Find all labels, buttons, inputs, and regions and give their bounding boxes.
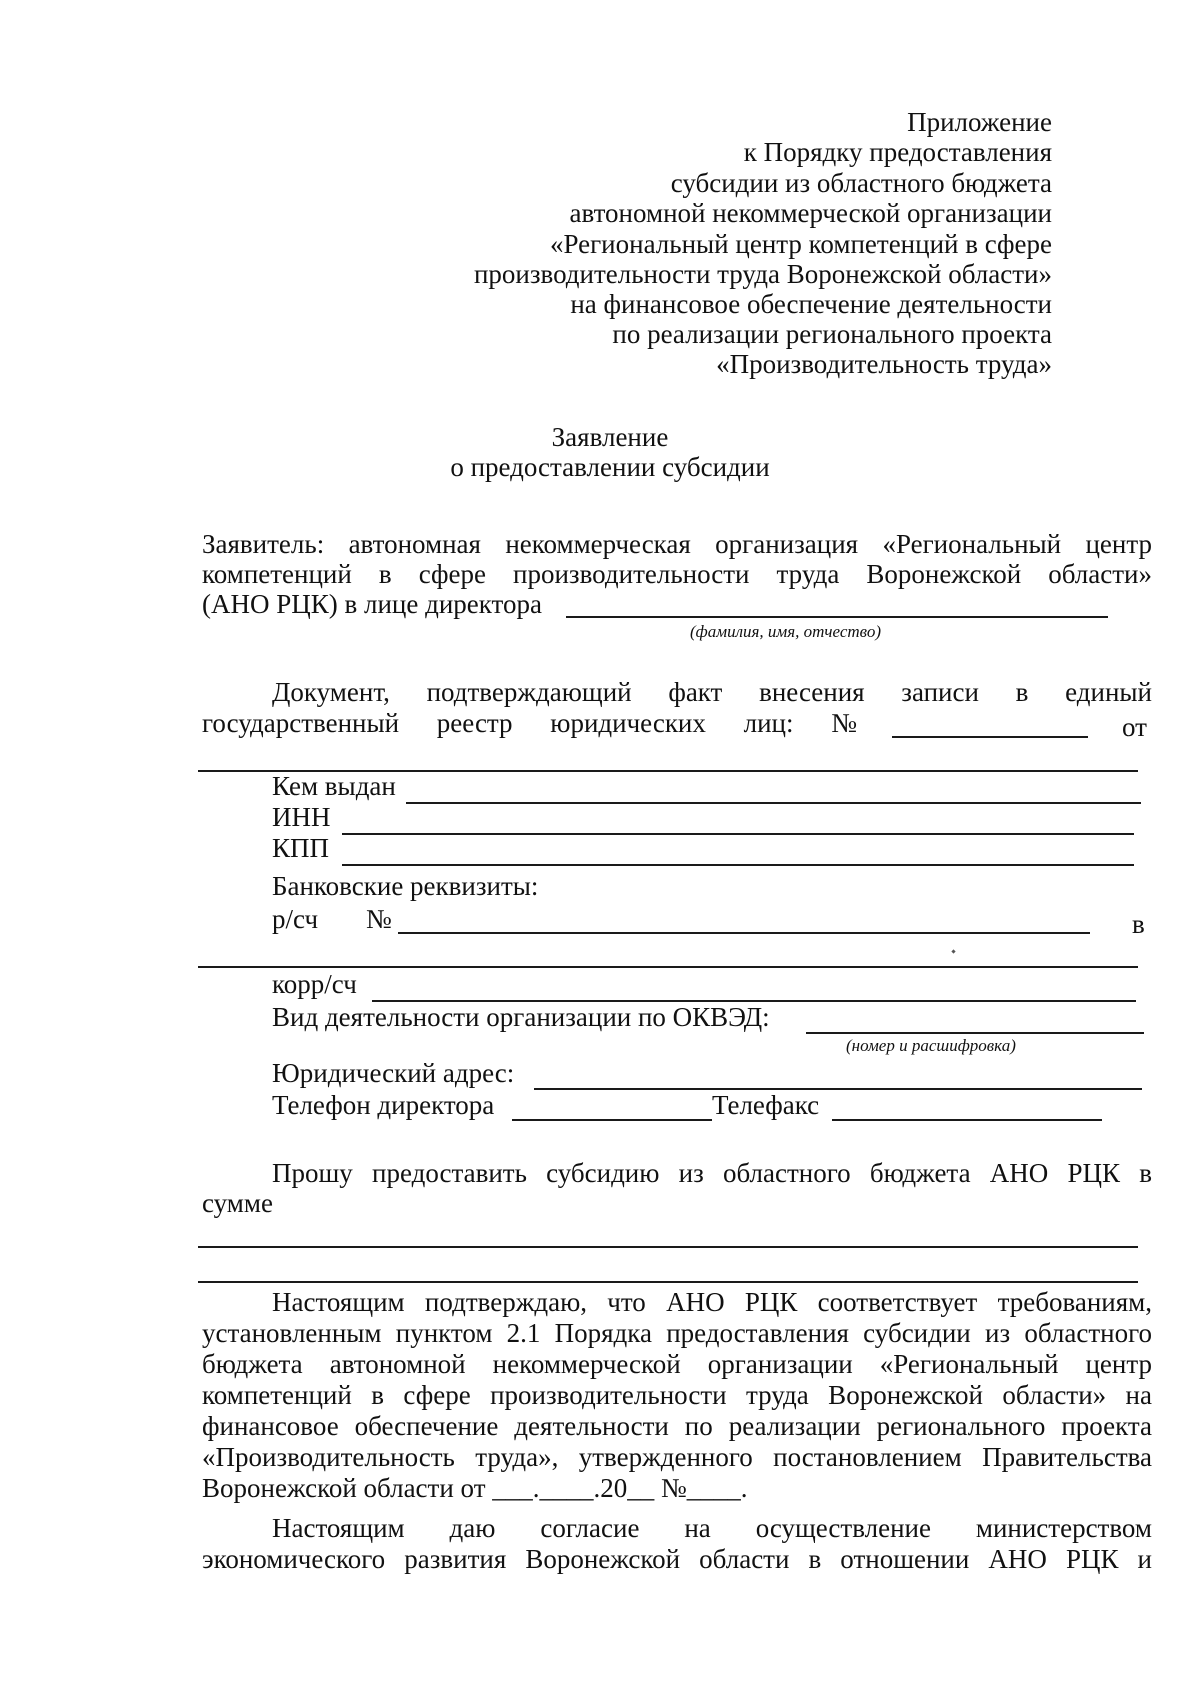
amount-field-2[interactable] xyxy=(198,1281,1138,1283)
fio-hint: (фамилия, имя, отчество) xyxy=(690,622,881,641)
request-line-2: сумме xyxy=(202,1188,273,1218)
header-line: по реализации регионального проекта xyxy=(612,319,1052,349)
consent-line-2: экономического развития Воронежской области в отношении АНО РЦК и xyxy=(202,1544,1152,1574)
fax-label: Телефакс xyxy=(712,1090,820,1120)
egrul-number-field[interactable] xyxy=(892,736,1088,738)
account-label: р/сч xyxy=(272,904,319,934)
in-bank-label: в xyxy=(1132,909,1145,939)
issued-by-field[interactable] xyxy=(406,802,1141,804)
document-subtitle: о предоставлении субсидии xyxy=(450,452,770,482)
issued-by-label: Кем выдан xyxy=(272,771,396,801)
director-name-field[interactable] xyxy=(566,616,1108,618)
egrul-from-label: от xyxy=(1122,712,1147,742)
confirmation-line: финансовое обеспечение деятельности по реализации регионального проекта xyxy=(202,1411,1152,1441)
director-phone-label: Телефон директора xyxy=(272,1090,495,1120)
consent-line-1: Настоящим даю согласие на осуществление министерством xyxy=(272,1513,1152,1543)
egrul-line-2: государственный реестр юридических лиц: № xyxy=(202,708,857,738)
fax-field[interactable] xyxy=(832,1119,1102,1121)
kpp-label: КПП xyxy=(272,833,330,863)
amount-field-1[interactable] xyxy=(198,1246,1138,1248)
confirmation-line: «Производительность труда», утвержденного постановлением Правительства xyxy=(202,1442,1152,1472)
header-line: на финансовое обеспечение деятельности xyxy=(570,289,1052,319)
confirmation-line: компетенций в сфере производительности труда Воронежской области» на xyxy=(202,1380,1152,1410)
bank-details-label: Банковские реквизиты: xyxy=(272,871,539,901)
confirmation-line: установленным пунктом 2.1 Порядка предоставления субсидии из областного xyxy=(202,1318,1152,1348)
egrul-line-1: Документ, подтверждающий факт внесения записи в единый xyxy=(272,677,1152,707)
okved-field[interactable] xyxy=(806,1032,1144,1034)
scan-speck xyxy=(951,949,955,953)
header-line: «Производительность труда» xyxy=(716,349,1052,379)
account-number-label: № xyxy=(366,904,392,934)
header-line: автономной некоммерческой организации xyxy=(569,198,1052,228)
applicant-line-3: (АНО РЦК) в лице директора xyxy=(202,589,542,619)
kpp-field[interactable] xyxy=(342,864,1134,866)
corr-account-label: корр/сч xyxy=(272,969,357,999)
header-line: «Региональный центр компетенций в сфере xyxy=(549,229,1052,259)
confirmation-line: бюджета автономной некоммерческой организации «Региональный центр xyxy=(202,1349,1152,1379)
applicant-line-2: компетенций в сфере производительности труда Воронежской области» xyxy=(202,559,1152,589)
applicant-line-1: Заявитель: автономная некоммерческая организация «Региональный центр xyxy=(202,529,1152,559)
legal-address-field[interactable] xyxy=(534,1088,1142,1090)
okved-label: Вид деятельности организации по ОКВЭД: xyxy=(272,1002,770,1032)
account-field[interactable] xyxy=(398,932,1090,934)
inn-field[interactable] xyxy=(342,833,1134,835)
header-line: производительности труда Воронежской области» xyxy=(473,259,1052,289)
confirmation-last-line: Воронежской области от ___.____.20__ №____. xyxy=(202,1473,748,1503)
okved-hint: (номер и расшифровка) xyxy=(846,1036,1016,1055)
request-line-1: Прошу предоставить субсидию из областного бюджета АНО РЦК в xyxy=(272,1158,1152,1188)
confirmation-line: Настоящим подтверждаю, что АНО РЦК соответствует требованиям, xyxy=(272,1287,1152,1317)
director-phone-field[interactable] xyxy=(512,1119,712,1121)
header-line: субсидии из областного бюджета xyxy=(670,168,1052,198)
inn-label: ИНН xyxy=(272,802,331,832)
header-line: к Порядку предоставления xyxy=(743,137,1052,167)
header-line: Приложение xyxy=(907,107,1052,137)
document-title: Заявление xyxy=(551,422,669,452)
legal-address-label: Юридический адрес: xyxy=(272,1058,515,1088)
